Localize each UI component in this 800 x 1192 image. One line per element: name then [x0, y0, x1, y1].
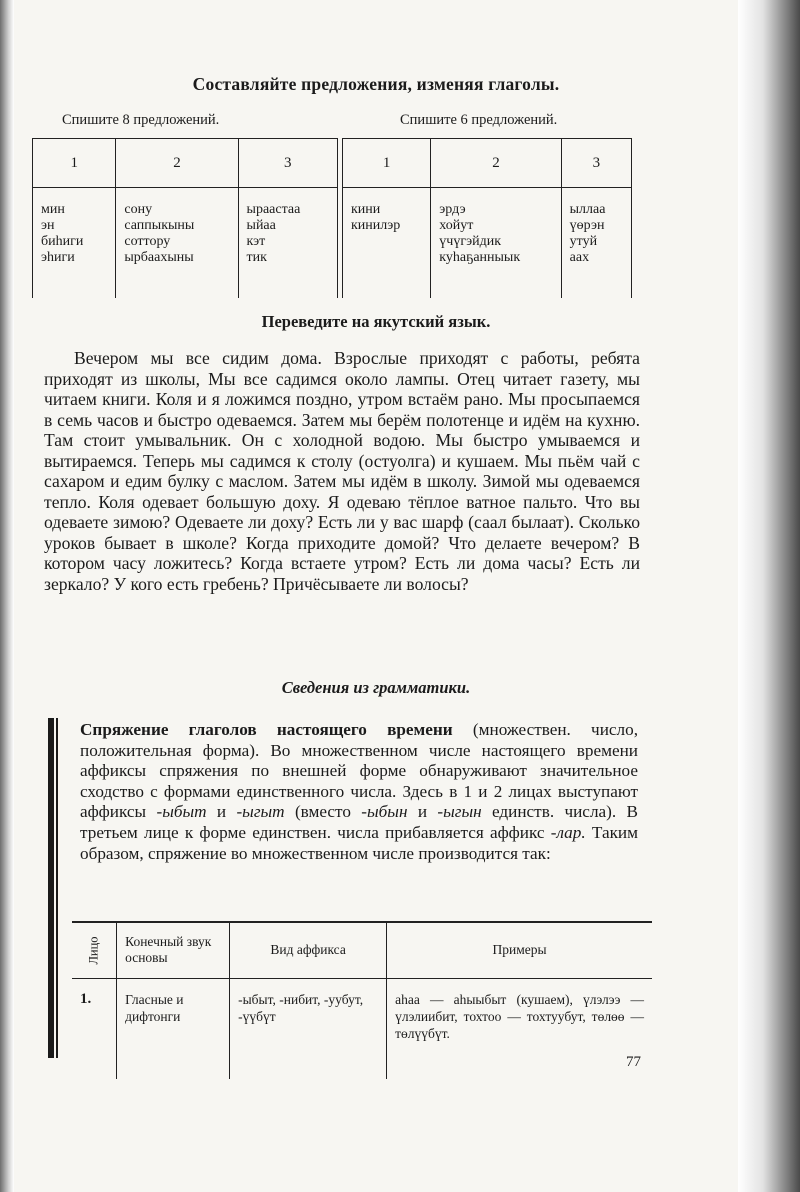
header-person-label: Лицо	[86, 936, 101, 965]
column-objects	[116, 188, 238, 299]
row-sound: Гласные и дифтонги	[117, 979, 230, 1080]
grammar-text: (множествен. число, положительная форма). Во множественном числе настоящего времени аффиксы спряжения по внешней форме обнаруживают значительное сходство с формами единственного числа. Здесь в 1 и 2 лицах выступают аффиксы	[80, 720, 638, 822]
affix: -ыбыт	[156, 802, 207, 822]
book-page	[14, 0, 738, 1192]
grammar-heading: Сведения из грамматики.	[281, 678, 471, 697]
translate-paragraph: Вечером мы все сидим дома. Взрослые приходят с работы, ребята приходят из школы, Мы все садимся около лампы. Отец читает газету, мы читаем книги. Коля и я ложимся поздно, утром встаём рано. Мы просыпаемся в семь часов и быстро одеваемся. Затем мы берём полотенце и идём на кухню. Там стоит умывальник. Он с холодной водою. Мы быстро умываемся и вытираемся. Теперь мы садимся к столу (остуолга) и кушаем. Мы пьём чай с сахаром и едим булку с маслом. Затем мы идём в школу. Зимой мы одеваемся тепло. Коля одевает большую доху. Я одеваю тёплое ватное пальто. Что вы одеваете зимою? Одеваете ли доху? Есть ли у вас шарф (саал былаат). Сколько уроков бывает в школе? Когда приходите домой? Что делаете вечером? В котором часу ложитесь? Когда встаете утром? Есть ли дома часы? Есть ли зеркало? У кого есть гребень? Причёсываете ли волосы?	[44, 348, 640, 594]
exercise-title: Составляйте предложения, изменяя глаголы.	[192, 74, 560, 94]
word: соттору	[124, 234, 171, 249]
grammar-bold-intro: Спряжение глаголов настоящего времени	[80, 720, 453, 739]
row-affix: -ыбыт, -нибит, -уубут, -үүбүт	[230, 979, 387, 1080]
left-table-instruction: Спишите 8 предложений.	[62, 112, 220, 128]
word: аах	[569, 250, 590, 265]
column-pronouns	[33, 188, 116, 299]
word: хойут	[439, 218, 474, 233]
word: эрдэ	[439, 202, 466, 217]
header-examples: Примеры	[387, 922, 652, 979]
header-affix: Вид аффикса	[230, 922, 387, 979]
column-pronouns	[343, 188, 431, 299]
header-person	[72, 922, 117, 979]
margin-rule-thin	[56, 718, 58, 1058]
affix: -ыбын	[361, 802, 408, 822]
word: кэт	[246, 234, 266, 249]
row-examples: аһаа — аһыыбыт (кушаем), үлэлээ — үлэлиибит, тохтоо — тохтуубут, төлөө — төлүүбүт.	[387, 979, 652, 1080]
column-verbs	[238, 188, 337, 299]
header-cell: 1	[33, 139, 116, 188]
word: үөрэн	[569, 218, 605, 233]
grammar-text: единств. числа). В третьем лице к форме единствен. числа прибавляется аффикс	[80, 802, 638, 842]
header-sound: Конечный звук основы	[117, 922, 230, 979]
word: үчүгэйдик	[439, 234, 501, 249]
row-number: 1.	[80, 991, 92, 1007]
word: утуй	[569, 234, 598, 249]
right-table-instruction: Спишите 6 предложений.	[400, 112, 558, 128]
scan-edge-right	[738, 0, 800, 1192]
translate-heading: Переведите на якутский язык.	[261, 312, 491, 331]
affix: -ыгыт	[236, 802, 285, 822]
header-cell: 3	[238, 139, 337, 188]
page-number: 77	[626, 1054, 641, 1070]
grammar-text: и	[206, 802, 237, 822]
word: кинилэр	[351, 218, 401, 233]
affix: -лар.	[550, 822, 586, 842]
word: биһиги	[41, 234, 84, 249]
grammar-paragraph	[80, 720, 638, 864]
word: мин	[41, 202, 65, 217]
header-cell: 1	[343, 139, 431, 188]
affix: -ыгын	[437, 802, 482, 822]
header-cell: 3	[561, 139, 631, 188]
grammar-text: Таким образом, спряжение во множественном числе производится так:	[80, 822, 638, 863]
word: ыраастаа	[246, 202, 301, 217]
word: эһиги	[41, 250, 75, 265]
word-table-right	[342, 138, 632, 298]
header-cell: 2	[116, 139, 238, 188]
grammar-text: и	[407, 802, 438, 822]
word-table-left	[32, 138, 338, 298]
column-verbs	[561, 188, 631, 299]
word: ырбаахыны	[124, 250, 194, 265]
column-adverbs	[431, 188, 561, 299]
word: куһаҕанныык	[439, 250, 521, 265]
conjugation-table	[72, 922, 652, 1079]
word: эн	[41, 218, 55, 233]
header-cell: 2	[431, 139, 561, 188]
grammar-text: (вместо	[284, 802, 362, 822]
word: ыллаа	[569, 202, 606, 217]
word: тик	[246, 250, 267, 265]
word: ыйаа	[246, 218, 276, 233]
word: саппыкыны	[124, 218, 195, 233]
word: кини	[351, 202, 381, 217]
word: сону	[124, 202, 153, 217]
scan-edge-left	[0, 0, 14, 1192]
margin-rule	[48, 718, 54, 1058]
